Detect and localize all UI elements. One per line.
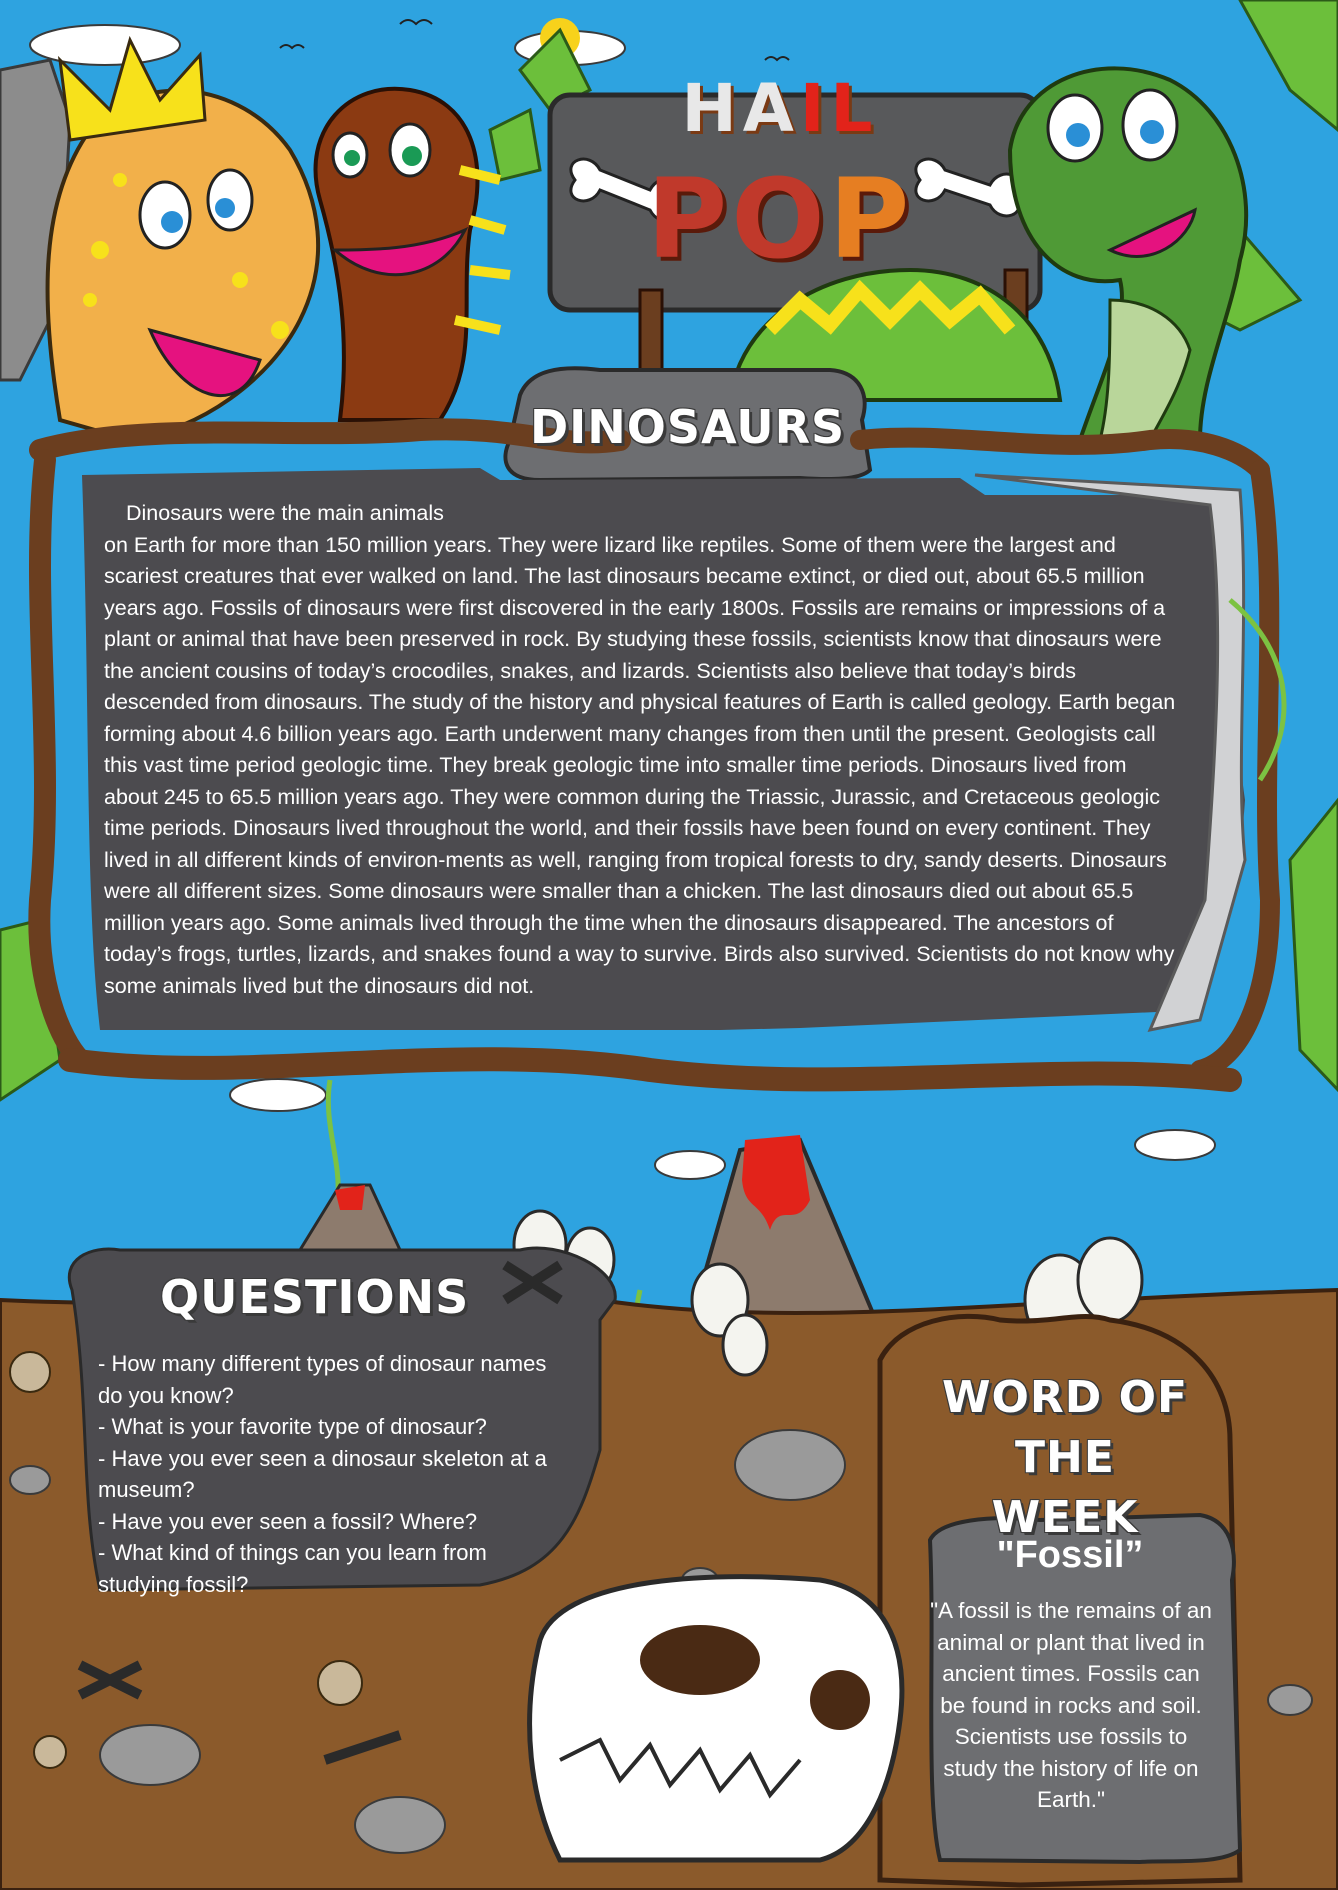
article-body: on Earth for more than 150 million years. They were lizard like reptiles. Some of them were the largest and scariest creatures that ever walked on land. The last dinosaurs became extinct, or died out, about 65.5 million years ago. Fossils of dinosaurs were first discovered in the early 1800s. Fossils are remains or impressions of a plant or animal that have been preserved in rock. By studying these fossils, scientists know that dinosaurs were the ancient cousins of today’s crocodiles, snakes, and lizards. Scientists also believe that today’s birds descended from dinosaurs. The study of the history and physical features of Earth is called geology. Earth began forming about 4.6 billion years ago. Earth underwent many changes from then until the present. Geologists call this vast time period geologic time. They break geologic time into smaller time periods. Dinosaurs lived from about 245 to 65.5 million years ago. They were common during the Triassic, Jurassic, and Cretaceous geologic time periods. Dinosaurs lived throughout the world, and their fossils have been found on every continent. They lived in all different kinds of environ-ments as well, ranging from tropical forests to dry, sandy deserts. Dinosaurs were all different sizes. Some dinosaurs were smaller than a chicken. The last dinosaurs died out about 65.5 million years ago. Some animals lived through the time when the dinosaurs disappeared. The ancestors of today’s frogs, turtles, lizards, and snakes found a way to survive. Birds also survived. Scientists do not know why some animals lived but the dinosaurs did not. bbox=[104, 532, 1176, 998]
word-of-the-week-title bbox=[935, 1368, 1195, 1548]
dinosaurs-article bbox=[104, 498, 1184, 1002]
question-item: - What kind of things can you learn from studying fossil? bbox=[98, 1540, 487, 1597]
dinosaurs-title: DINOSAURS bbox=[530, 400, 846, 454]
logo-line2 bbox=[630, 155, 930, 283]
hail-pop-logo bbox=[630, 60, 930, 283]
word-definition: "A fossil is the remains of an animal or plant that lived in ancient times. Fossils can be found in rocks and soil. Scientists use fossils to study the history of life on Earth." bbox=[930, 1598, 1212, 1812]
word-of-the-week-line1: WORD OF bbox=[941, 1372, 1189, 1423]
logo-text-ha: HA bbox=[681, 70, 800, 147]
logo-text-po: PO bbox=[646, 155, 829, 283]
question-item: - Have you ever seen a dinosaur skeleton at a museum? bbox=[98, 1445, 547, 1502]
logo-line1 bbox=[650, 70, 910, 147]
question-item: - Have you ever seen a fossil? Where? bbox=[98, 1508, 478, 1534]
questions-title: QUESTIONS bbox=[160, 1270, 470, 1324]
question-item: - How many different types of dinosaur names do you know? bbox=[98, 1351, 547, 1408]
dinosaur-skull-fossil bbox=[530, 1577, 902, 1860]
featured-word: "Fossil” bbox=[996, 1534, 1144, 1576]
logo-text-il: IL bbox=[799, 70, 879, 147]
questions-list bbox=[98, 1348, 568, 1600]
question-item: - What is your favorite type of dinosaur? bbox=[98, 1414, 487, 1439]
word-of-the-week-line2: THE WEEK bbox=[991, 1432, 1139, 1543]
article-first-line: Dinosaurs were the main animals bbox=[126, 501, 444, 525]
logo-text-p: P bbox=[828, 155, 914, 283]
